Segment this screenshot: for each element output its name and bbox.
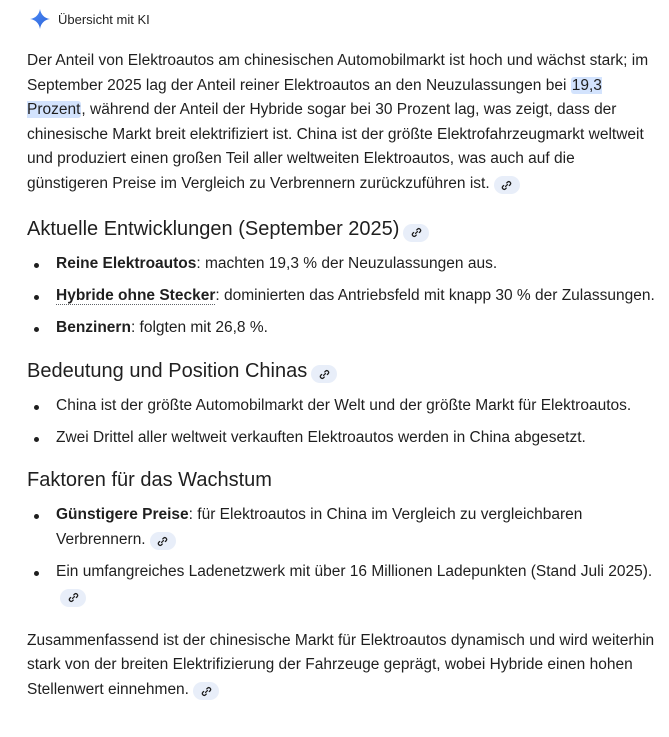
list-item: Hybride ohne Stecker: dominierten das Antriebsfeld mit knapp 30 % der Zulassungen. — [27, 284, 659, 309]
gemini-sparkle-icon — [30, 9, 50, 29]
intro-paragraph — [27, 49, 659, 196]
source-link-button[interactable] — [150, 532, 176, 550]
intro-text-continued: , während der Anteil der Hybride sogar bei 30 Prozent lag, was zeigt, dass der chinesische Markt breit elektrifiziert ist. China ist der größte Elektrofahrzeugmarkt weltweit und produziert einen großen Teil aller weltweiten Elektroautos, was auch auf die günstigeren Preise im Vergleich zu Verbrennern zurückzuführen ist. — [27, 101, 644, 192]
developments-list — [27, 252, 659, 341]
source-link-button[interactable] — [193, 682, 219, 700]
section-title-developments: Aktuelle Entwicklungen (September 2025) — [27, 216, 659, 242]
section-link-button[interactable] — [311, 365, 337, 383]
summary-paragraph: Zusammenfassend ist der chinesische Markt für Elektroautos dynamisch und wird weiterhin stark von der breiten Elektrifizierung der Fahrzeuge geprägt, wobei Hybride einen hohen Stellenwert einnehmen. — [27, 629, 659, 703]
link-icon — [68, 592, 79, 603]
ai-overview-title: Übersicht mit KI — [58, 11, 150, 27]
link-icon — [319, 369, 330, 380]
source-link-button[interactable] — [60, 589, 86, 607]
ai-overview-content — [27, 49, 659, 702]
highlighted-value[interactable]: 19,3 Prozent — [27, 76, 602, 118]
ai-overview-header — [30, 9, 150, 29]
list-item: Günstigere Preise: für Elektroautos in China im Vergleich zu vergleichbaren Verbrennern. — [27, 503, 659, 552]
source-link-button[interactable] — [494, 176, 520, 194]
section-title-growth-factors: Faktoren für das Wachstum — [27, 469, 272, 491]
section-link-button[interactable] — [403, 224, 429, 242]
link-icon — [501, 180, 512, 191]
growth-factors-list — [27, 503, 659, 609]
list-item: Reine Elektroautos: machten 19,3 % der Neuzulassungen aus. — [27, 252, 659, 277]
list-item: Benzinern: folgten mit 26,8 %. — [27, 316, 659, 341]
list-item: Ein umfangreiches Ladenetzwerk mit über 16 Millionen Ladepunkten (Stand Juli 2025). — [27, 560, 659, 609]
list-item: Zwei Drittel aller weltweit verkauften Elektroautos werden in China abgesetzt. — [27, 426, 659, 451]
section-title-position: Bedeutung und Position Chinas — [27, 358, 659, 384]
link-icon — [411, 227, 422, 238]
intro-text: Der Anteil von Elektroautos am chinesischen Automobilmarkt ist hoch und wächst stark; im September 2025 lag der Anteil reiner Elektroautos an den Neuzulassungen bei — [27, 52, 649, 94]
list-item: China ist der größte Automobilmarkt der Welt und der größte Markt für Elektroautos. — [27, 394, 659, 419]
link-icon — [157, 536, 168, 547]
term-definition-link[interactable]: Hybride ohne Stecker — [56, 287, 216, 304]
link-icon — [201, 686, 212, 697]
position-list — [27, 394, 659, 451]
